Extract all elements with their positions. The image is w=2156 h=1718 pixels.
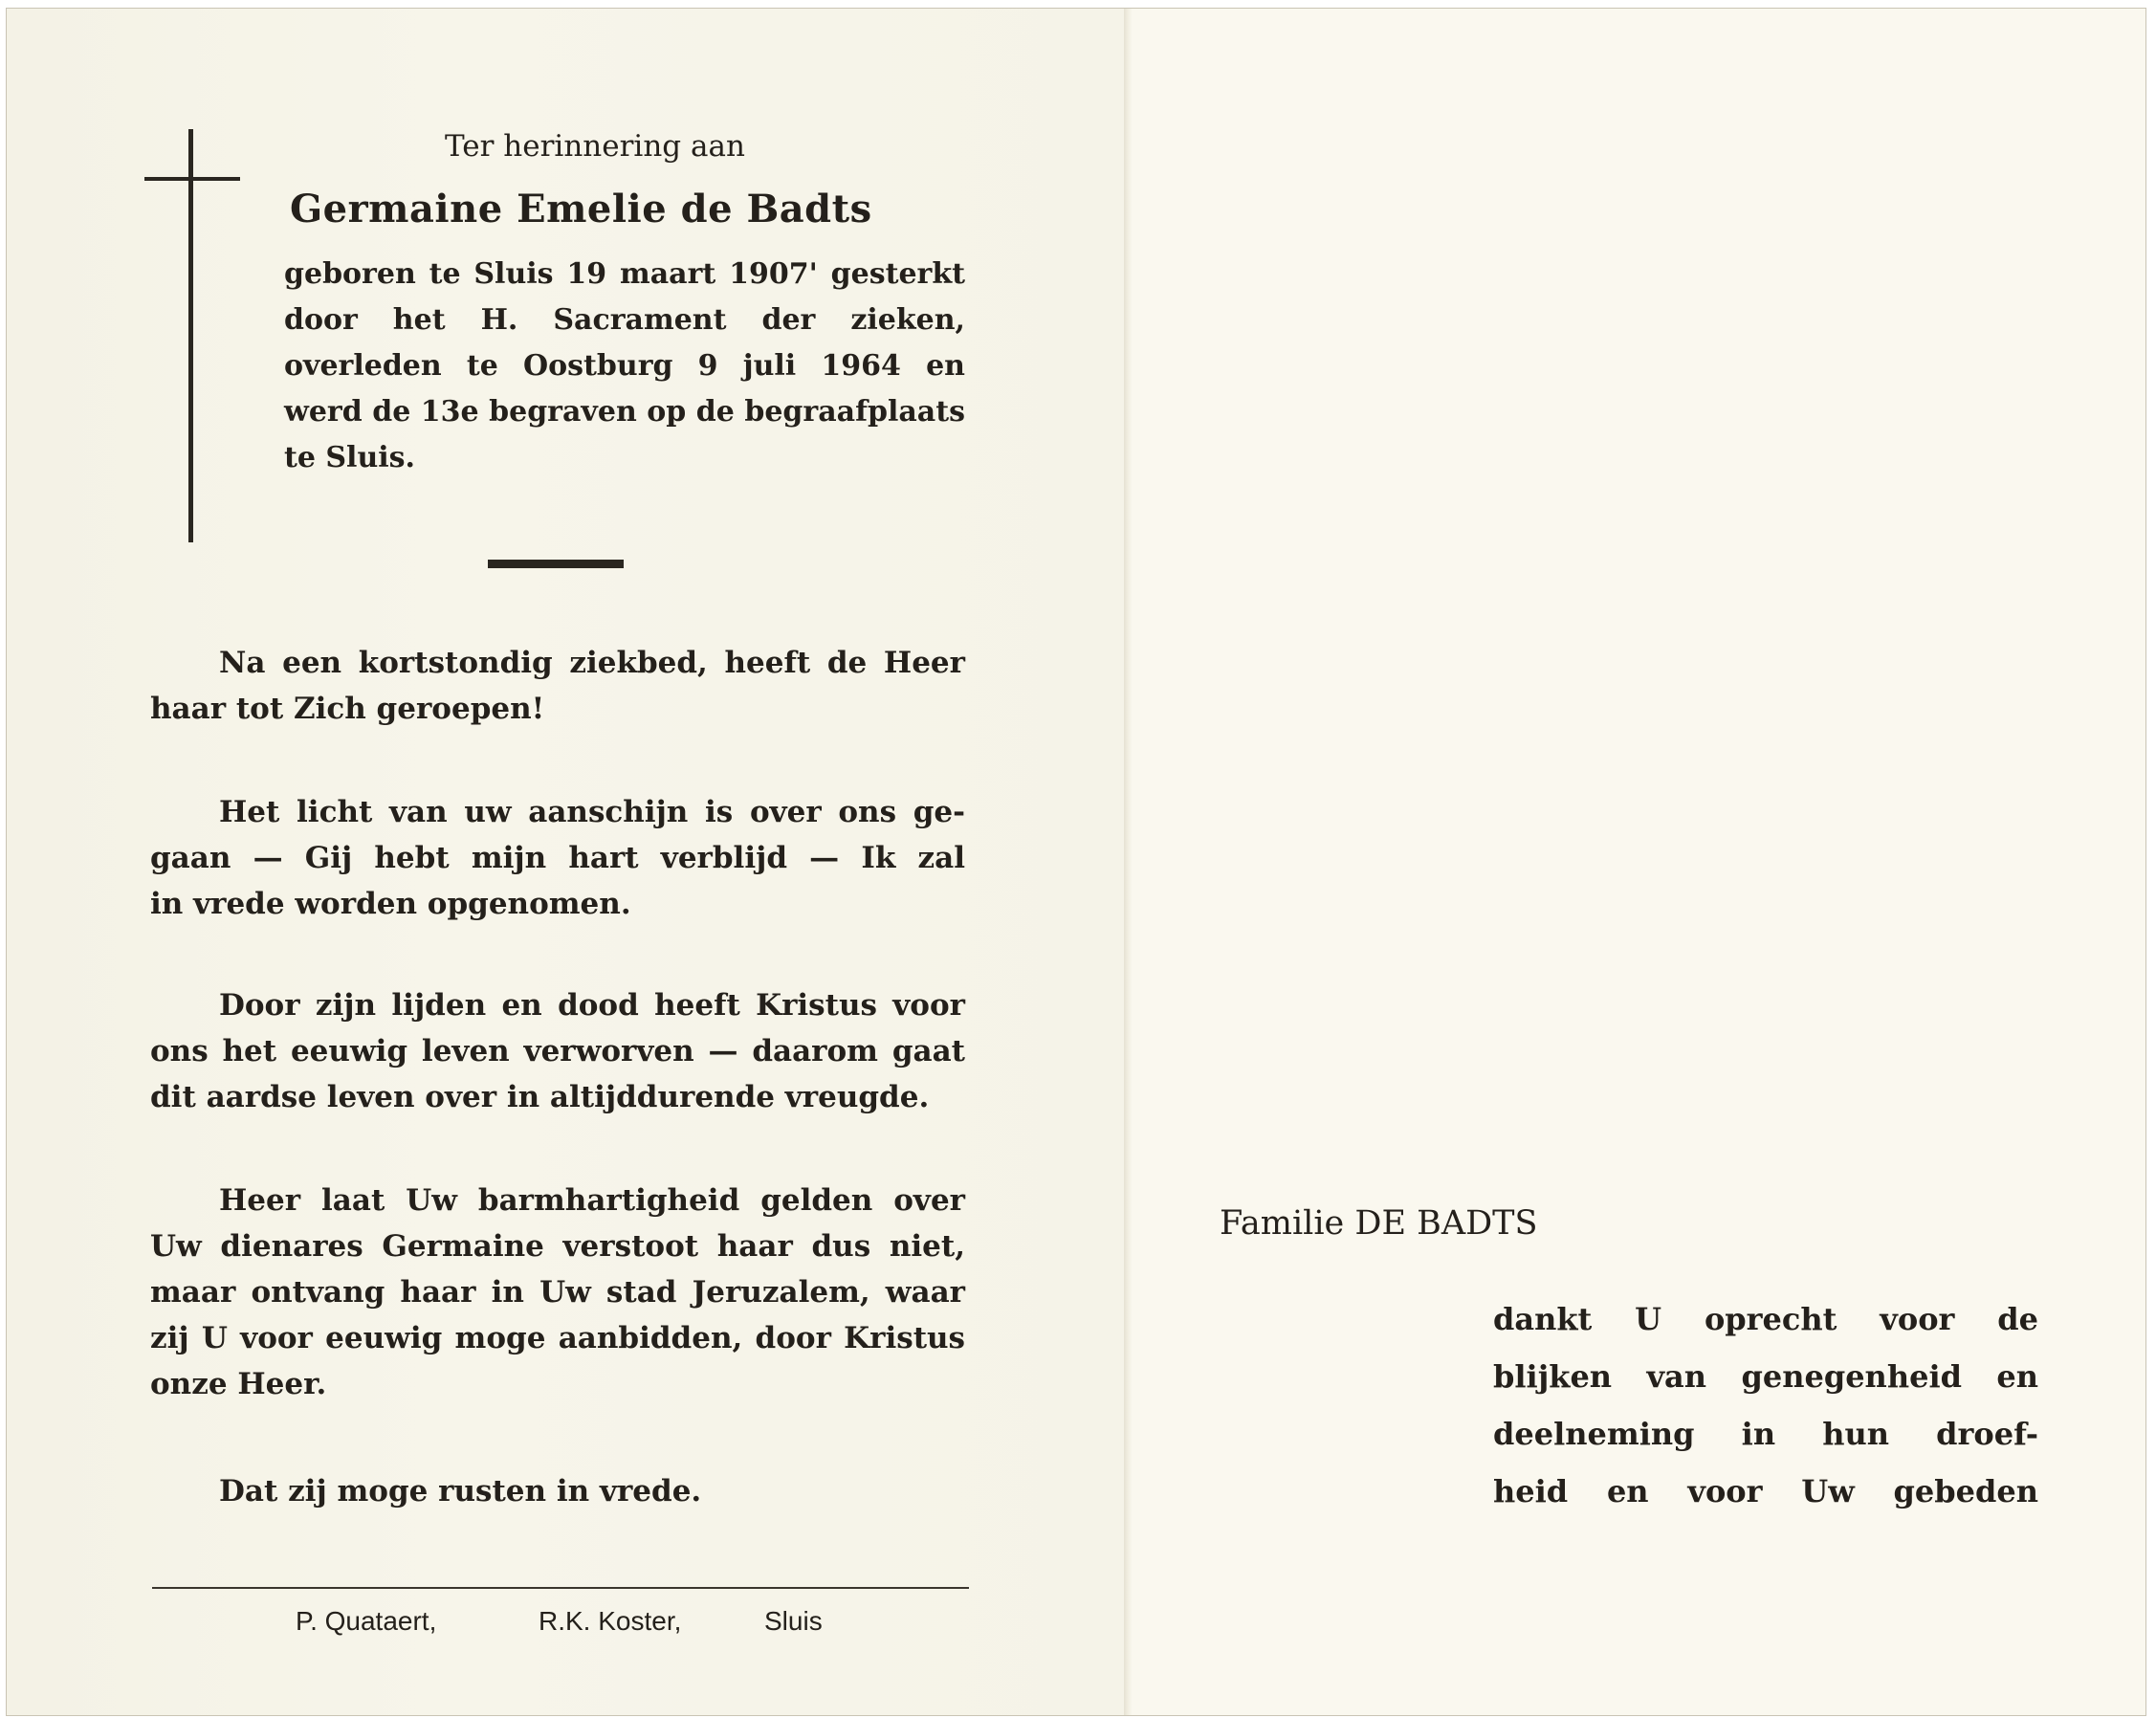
cross-icon-bar [144, 177, 240, 181]
paragraph-line: maar ontvang haar in Uw stad Jeruzalem, waar [150, 1275, 965, 1310]
paragraph-prayer [150, 1178, 965, 1407]
paragraph-light [150, 789, 965, 927]
detail-line: geboren te Sluis 19 maart 1907' gesterkt [284, 257, 965, 291]
detail-line: werd de 13e begraven op de begraafplaats [284, 395, 965, 429]
printer-role: R.K. Koster, [539, 1606, 682, 1636]
memorial-card [6, 8, 2146, 1716]
memorial-heading: Ter herinnering aan [445, 129, 745, 164]
paragraph-line: gaan — Gij hebt mijn hart verblijd — Ik zal [150, 841, 965, 875]
paragraph-line: Uw dienares Germaine verstoot haar dus niet, [150, 1229, 965, 1264]
printer-name: P. Quataert, [296, 1606, 437, 1636]
paragraph-line: zij U voor eeuwig moge aanbidden, door Kristus [150, 1321, 965, 1355]
cross-icon [188, 129, 193, 542]
card-fold [1124, 9, 1132, 1715]
divider-bar [488, 560, 624, 568]
paragraph-line: Heer laat Uw barmhartigheid gelden over [219, 1183, 965, 1218]
paragraph-line: onze Heer. [150, 1367, 327, 1401]
paragraph-line: dit aardse leven over in altijddurende vreugde. [150, 1080, 930, 1114]
paragraph-line: in vrede worden opgenomen. [150, 887, 631, 921]
detail-line: overleden te Oostburg 9 juli 1964 en [284, 349, 965, 383]
paragraph-illness [150, 640, 965, 732]
detail-line: te Sluis. [284, 441, 415, 474]
paragraph-line: Na een kortstondig ziekbed, heeft de Heer [219, 646, 965, 680]
birth-death-details [284, 252, 965, 481]
family-name: Familie DE BADTS [1220, 1204, 1538, 1243]
thanks-text [1493, 1290, 2038, 1520]
thanks-line: blijken van genegenheid en [1493, 1358, 2038, 1395]
thanks-line: heid en voor Uw gebeden [1493, 1473, 2038, 1509]
paragraph-line: Door zijn lijden en dood heeft Kristus voor [219, 988, 965, 1023]
paragraph-line: ons het eeuwig leven verworven — daarom gaat [150, 1034, 965, 1068]
deceased-name: Germaine Emelie de Badts [290, 187, 872, 231]
printer-place: Sluis [764, 1606, 823, 1636]
closing-line: Dat zij moge rusten in vrede. [219, 1474, 702, 1509]
paragraph-line: haar tot Zich geroepen! [150, 692, 545, 726]
paragraph-line: Het licht van uw aanschijn is over ons ge- [219, 795, 965, 829]
thanks-line: deelneming in hun droef- [1493, 1416, 2038, 1452]
left-panel [7, 9, 1124, 1715]
paragraph-suffering [150, 982, 965, 1120]
thanks-line: dankt U oprecht voor de [1493, 1301, 2038, 1337]
detail-line: door het H. Sacrament der zieken, [284, 303, 965, 337]
footer-rule [152, 1587, 969, 1589]
